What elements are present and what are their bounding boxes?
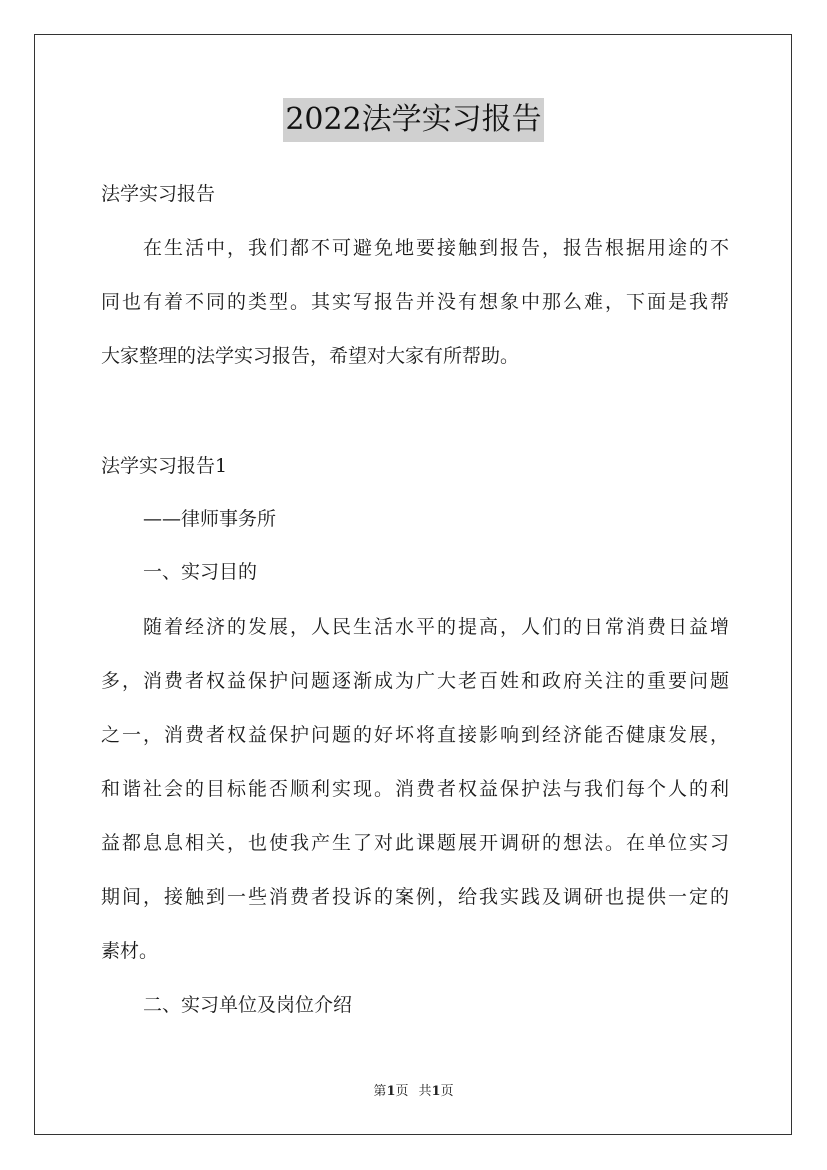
document-subtitle: 法学实习报告 bbox=[101, 183, 216, 205]
footer-page-number: 1 bbox=[386, 1084, 396, 1099]
body-line-3: 之一，消费者权益保护问题的好坏将直接影响到经济能否健康发展， bbox=[101, 724, 729, 746]
footer-total-number: 1 bbox=[431, 1084, 441, 1099]
intro-line-2: 同也有着不同的类型。其实写报告并没有想象中那么难，下面是我帮 bbox=[101, 291, 729, 313]
footer-total-prefix: 共 bbox=[418, 1084, 432, 1099]
document-title: 2022法学实习报告 bbox=[283, 98, 543, 142]
body-line-5: 益都息息相关，也使我产生了对此课题展开调研的想法。在单位实习 bbox=[101, 832, 729, 854]
footer-page-suffix: 页 bbox=[395, 1084, 409, 1099]
heading-unit: 二、实习单位及岗位介绍 bbox=[143, 994, 353, 1016]
intro-line-1: 在生活中，我们都不可避免地要接触到报告，报告根据用途的不 bbox=[143, 237, 729, 259]
footer-page-prefix: 第 bbox=[373, 1084, 387, 1099]
body-line-7: 素材。 bbox=[101, 940, 159, 962]
body-line-2: 多，消费者权益保护问题逐渐成为广大老百姓和政府关注的重要问题 bbox=[101, 670, 729, 692]
intro-line-3: 大家整理的法学实习报告，希望对大家有所帮助。 bbox=[101, 345, 520, 367]
section-title: 法学实习报告1 bbox=[101, 455, 228, 477]
title-container bbox=[0, 98, 827, 142]
heading-purpose: 一、实习目的 bbox=[143, 561, 258, 583]
footer-total-suffix: 页 bbox=[440, 1084, 454, 1099]
body-line-6: 期间，接触到一些消费者投诉的案例，给我实践及调研也提供一定的 bbox=[101, 886, 729, 908]
page-footer bbox=[0, 1083, 827, 1101]
section-subtitle: ——律师事务所 bbox=[143, 508, 277, 530]
body-line-1: 随着经济的发展，人民生活水平的提高，人们的日常消费日益增 bbox=[143, 616, 729, 638]
body-line-4: 和谐社会的目标能否顺利实现。消费者权益保护法与我们每个人的利 bbox=[101, 778, 729, 800]
